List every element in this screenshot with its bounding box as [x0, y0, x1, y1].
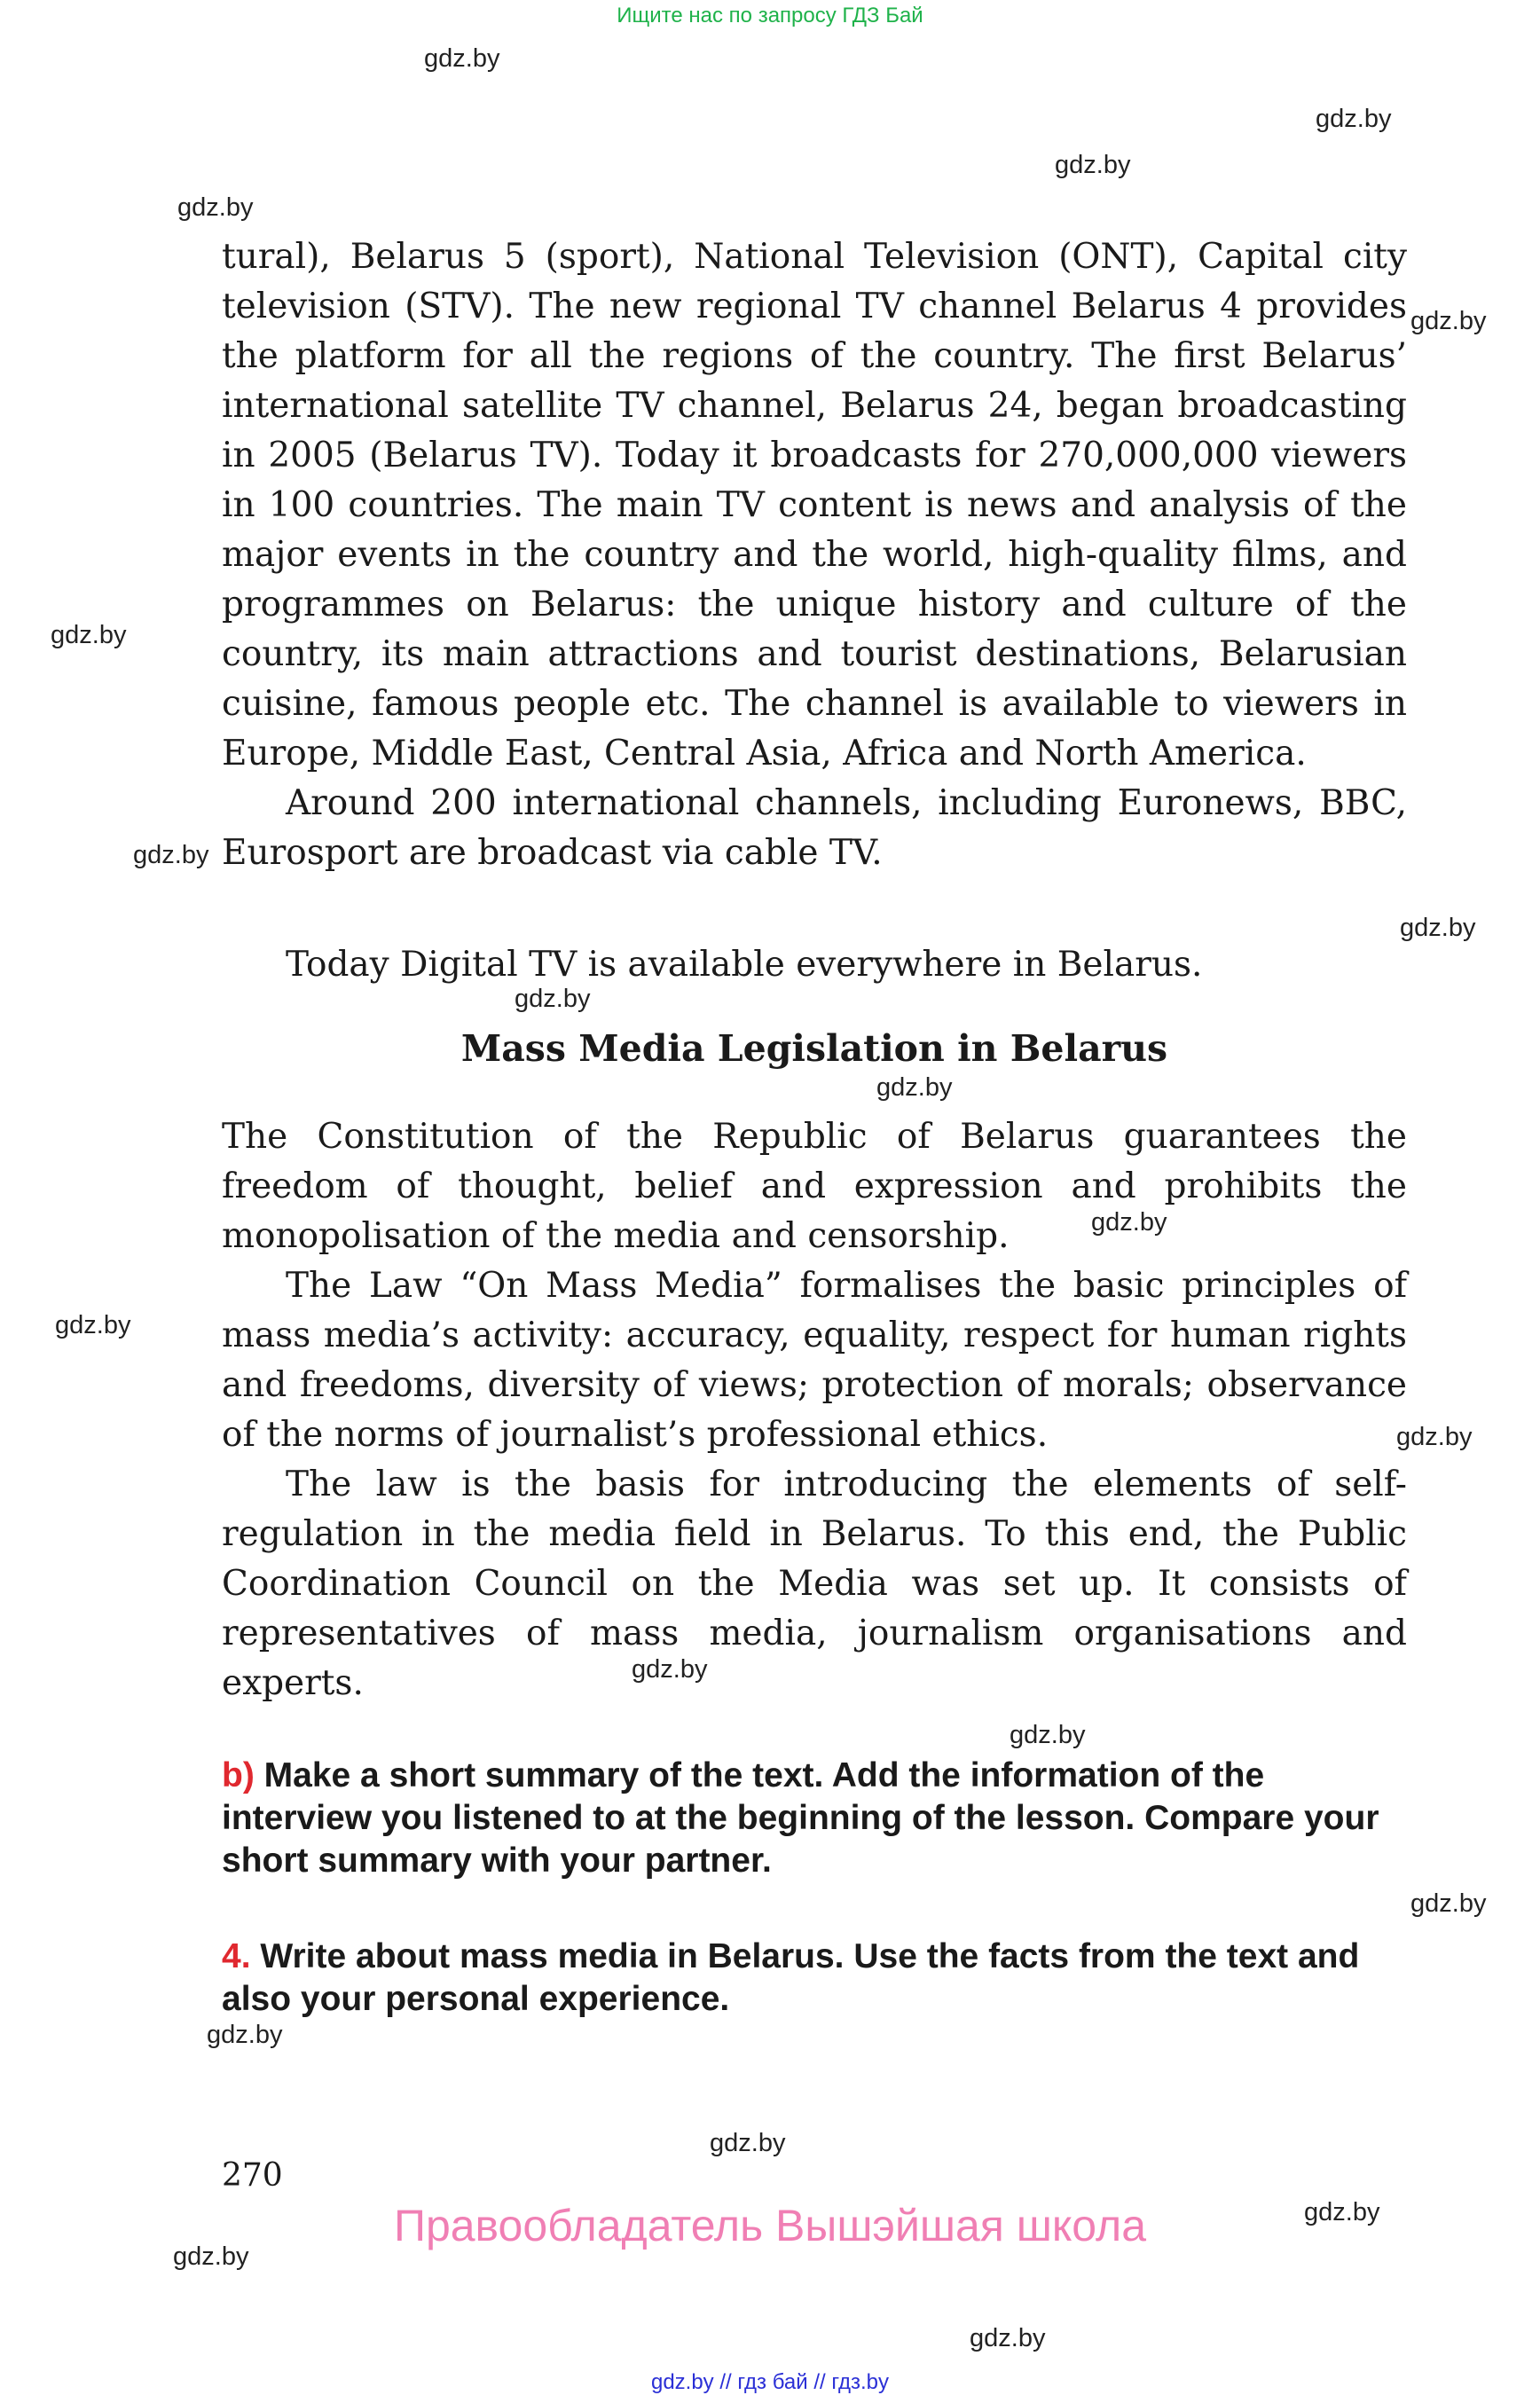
watermark: gdz.by — [515, 985, 591, 1013]
body-text-block-2 — [222, 940, 1407, 990]
task-number: 4. — [222, 1937, 251, 1975]
watermark: gdz.by — [424, 44, 500, 73]
watermark: gdz.by — [710, 2129, 786, 2157]
task-number: b) — [222, 1756, 255, 1794]
watermark: gdz.by — [133, 841, 209, 869]
task-4 — [222, 1936, 1407, 2021]
body-text-block-3 — [222, 1112, 1407, 1708]
watermark: gdz.by — [173, 2242, 249, 2271]
watermark: gdz.by — [51, 621, 127, 649]
watermark: gdz.by — [876, 1073, 953, 1102]
paragraph: Today Digital TV is available everywhere in Belarus. — [286, 945, 1203, 985]
watermark: gdz.by — [970, 2324, 1046, 2352]
footer-links[interactable]: gdz.by // гдз бай // гдз.by — [650, 2370, 890, 2394]
watermark: gdz.by — [632, 1655, 708, 1684]
watermark: gdz.by — [1396, 1423, 1473, 1451]
watermark: gdz.by — [1010, 1721, 1086, 1749]
paragraph: tural), Belarus 5 (sport), National Television (ONT), Capital city television (STV). The new regional TV channel Belarus 4 provides the platform for all the regions of the country. The first Belarus’ international satellite TV channel, Belarus 24, began broadcasting in 2005 (Belarus TV). Today it broadcasts for 270,000,000 viewers in 100 countries. The main TV content is news and analysis of the major events in the country and the world, high-quality films, and programmes on Belarus: the unique history and culture of the country, its main attractions and tourist destinations, Belarusian cuisine, famous people etc. The channel is available to viewers in Europe, Middle East, Central Asia, Africa and North America. — [222, 237, 1407, 774]
watermark: gdz.by — [1410, 1889, 1487, 1918]
watermark: gdz.by — [1304, 2198, 1380, 2226]
watermark: gdz.by — [207, 2021, 283, 2049]
paragraph: Around 200 international channels, including Euronews, BBC, Eurosport are broadcast via cable TV. — [222, 783, 1407, 873]
paragraph: The Law “On Mass Media” formalises the basic principles of mass media’s activity: accuracy, equality, respect for human rights and freedoms, diversity of views; protection of morals; observance of the norms of journalist’s professional ethics. — [222, 1266, 1407, 1455]
paragraph: The Constitution of the Republic of Belarus guarantees the freedom of thought, belief and expression and prohibits the monopolisation of the media and censorship. — [222, 1117, 1407, 1256]
page-number: 270 — [222, 2157, 283, 2194]
watermark: gdz.by — [1410, 307, 1487, 335]
rights-holder: Правообладатель Вышэйшая школа — [394, 2201, 1146, 2250]
watermark: gdz.by — [55, 1311, 131, 1339]
watermark: gdz.by — [1400, 914, 1476, 942]
task-text: Write about mass media in Belarus. Use the facts from the text and also your personal experience. — [222, 1937, 1360, 2018]
task-text: Make a short summary of the text. Add the information of the interview you listened to at the beginning of the lesson. Compare your short summary with your partner. — [222, 1756, 1379, 1880]
body-text-block-1 — [222, 232, 1407, 878]
watermark: gdz.by — [1055, 151, 1131, 179]
paragraph: The law is the basis for introducing the elements of self-regulation in the media field in Belarus. To this end, the Public Coordination Council on the Media was set up. It consists of representatives of mass media, journalism organisations and experts. — [222, 1465, 1407, 1703]
section-heading: Mass Media Legislation in Belarus — [460, 1027, 1168, 1070]
watermark: gdz.by — [177, 193, 254, 222]
task-b — [222, 1755, 1407, 1882]
watermark: gdz.by — [1316, 105, 1392, 133]
top-banner-link[interactable]: Ищите нас по запросу ГДЗ Бай — [617, 4, 923, 27]
watermark: gdz.by — [1091, 1208, 1167, 1237]
